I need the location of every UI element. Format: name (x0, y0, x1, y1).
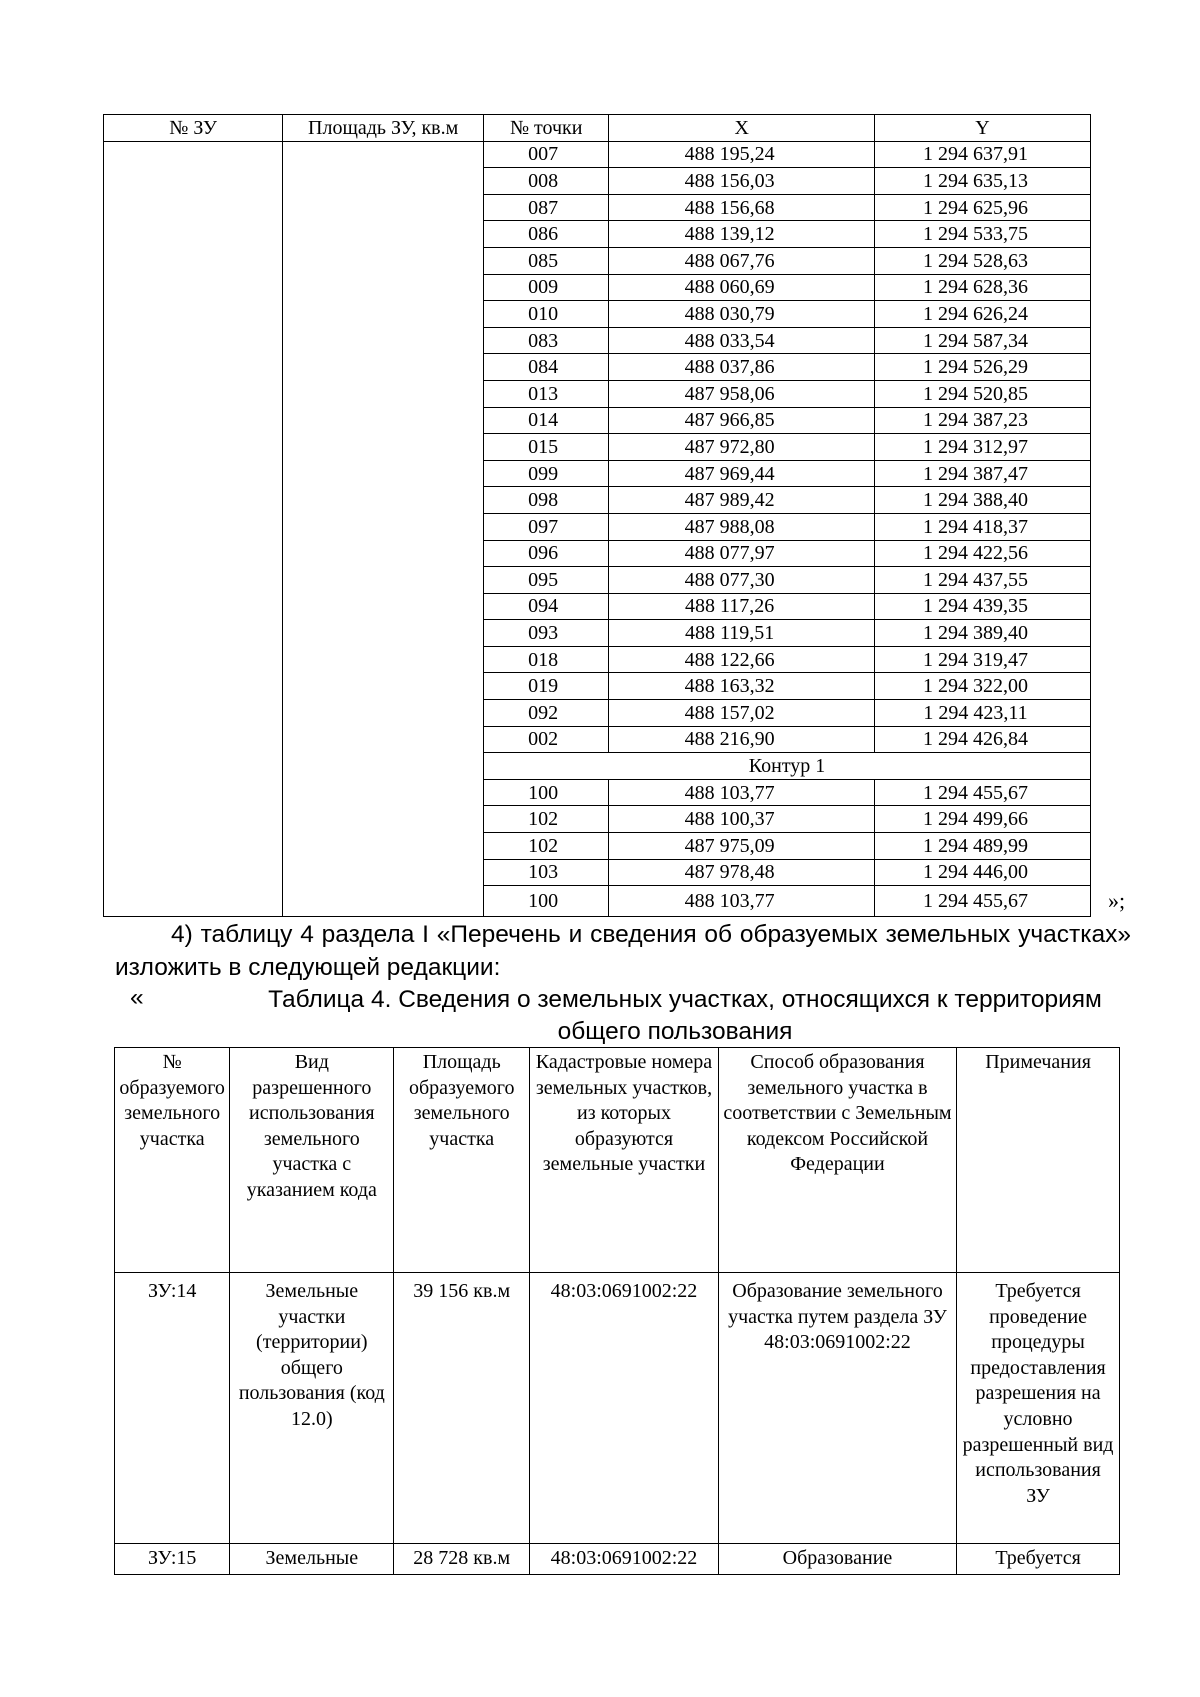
point-number: 002 (484, 726, 609, 753)
coord-x: 487 958,06 (609, 380, 875, 407)
header-cadastral-numbers: Кадастровые номера земельных участков, из которых образуются земельные участки (530, 1048, 719, 1273)
coord-x: 488 195,24 (609, 141, 875, 168)
header-zu-area: Площадь ЗУ, кв.м (283, 115, 484, 142)
point-number: 014 (484, 407, 609, 434)
point-number: 095 (484, 567, 609, 594)
plot-id: ЗУ:14 (115, 1273, 230, 1544)
table-row (104, 141, 1091, 168)
coord-y: 1 294 426,84 (874, 726, 1090, 753)
coord-x: 488 122,66 (609, 646, 875, 673)
point-number: 087 (484, 194, 609, 221)
plot-method: Образование земельного участка путем раздела ЗУ 48:03:0691002:22 (718, 1273, 956, 1544)
table4-title: Таблица 4. Сведения о земельных участках, относящихся к территориям общего пользования (268, 986, 1102, 1045)
coord-x: 488 117,26 (609, 593, 875, 620)
point-number: 098 (484, 487, 609, 514)
coord-y: 1 294 635,13 (874, 168, 1090, 195)
zu-area-cell (283, 141, 484, 917)
point-number: 018 (484, 646, 609, 673)
coord-y: 1 294 446,00 (874, 859, 1090, 886)
plot-note: Требуется проведение процедуры предоставления разрешения на условно разрешенный вид использования ЗУ (957, 1273, 1120, 1544)
point-number: 100 (484, 779, 609, 806)
coord-y: 1 294 388,40 (874, 487, 1090, 514)
plot-area: 39 156 кв.м (394, 1273, 530, 1544)
point-number: 015 (484, 434, 609, 461)
amendment-paragraph: 4) таблицу 4 раздела I «Перечень и сведения об образуемых земельных участках» изложить в следующей редакции: (115, 921, 1131, 981)
point-number: 103 (484, 859, 609, 886)
coord-y: 1 294 489,99 (874, 833, 1090, 860)
coord-x: 488 033,54 (609, 327, 875, 354)
coord-x: 488 100,37 (609, 806, 875, 833)
coord-x: 487 969,44 (609, 460, 875, 487)
header-plot-area: Площадь образуемого земельного участка (394, 1048, 530, 1273)
table-row (115, 1544, 1120, 1575)
coord-y: 1 294 387,23 (874, 407, 1090, 434)
point-number: 102 (484, 806, 609, 833)
coord-y: 1 294 422,56 (874, 540, 1090, 567)
coord-x: 488 119,51 (609, 620, 875, 647)
coord-y: 1 294 439,35 (874, 593, 1090, 620)
coord-x: 488 157,02 (609, 700, 875, 727)
opening-quote-mark: « (130, 984, 144, 1011)
coord-x: 488 060,69 (609, 274, 875, 301)
coord-y: 1 294 625,96 (874, 194, 1090, 221)
coordinates-header-row (104, 115, 1091, 142)
point-number: 085 (484, 247, 609, 274)
zu-number-cell (104, 141, 283, 917)
coord-y: 1 294 526,29 (874, 354, 1090, 381)
coord-x: 488 067,76 (609, 247, 875, 274)
coord-x: 488 163,32 (609, 673, 875, 700)
coord-y: 1 294 423,11 (874, 700, 1090, 727)
land-plots-table (114, 1047, 1120, 1575)
point-number: 010 (484, 301, 609, 328)
point-number: 013 (484, 380, 609, 407)
coord-y: 1 294 387,47 (874, 460, 1090, 487)
point-number: 096 (484, 540, 609, 567)
point-number: 009 (484, 274, 609, 301)
plot-area: 28 728 кв.м (394, 1544, 530, 1575)
coord-y: 1 294 637,91 (874, 141, 1090, 168)
header-plot-number: № образуемого земельного участка (115, 1048, 230, 1273)
header-notes: Примечания (957, 1048, 1120, 1273)
coord-x: 487 975,09 (609, 833, 875, 860)
coord-x: 488 103,77 (609, 779, 875, 806)
contour-label: Контур 1 (484, 753, 1091, 780)
header-permitted-use: Вид разрешенного использования земельного участка с указанием кода (230, 1048, 394, 1273)
coord-y: 1 294 389,40 (874, 620, 1090, 647)
coord-x: 488 077,97 (609, 540, 875, 567)
coord-x: 487 972,80 (609, 434, 875, 461)
header-zu-number: № ЗУ (104, 115, 283, 142)
coord-x: 488 216,90 (609, 726, 875, 753)
plot-cadastral: 48:03:0691002:22 (530, 1544, 719, 1575)
coord-y: 1 294 528,63 (874, 247, 1090, 274)
coord-y: 1 294 312,97 (874, 434, 1090, 461)
plot-note: Требуется (957, 1544, 1120, 1575)
closing-quote-mark: »; (1108, 888, 1126, 913)
plot-cadastral: 48:03:0691002:22 (530, 1273, 719, 1544)
coord-y: 1 294 418,37 (874, 513, 1090, 540)
coord-y: 1 294 587,34 (874, 327, 1090, 354)
point-number: 099 (484, 460, 609, 487)
coord-x: 488 103,77 (609, 886, 875, 917)
coord-y: 1 294 319,47 (874, 646, 1090, 673)
coord-x: 488 156,03 (609, 168, 875, 195)
point-number: 086 (484, 221, 609, 248)
coord-x: 487 989,42 (609, 487, 875, 514)
header-y: Y (874, 115, 1090, 142)
plot-method: Образование (718, 1544, 956, 1575)
table4-header-row (115, 1048, 1120, 1273)
coord-y: 1 294 520,85 (874, 380, 1090, 407)
coord-x: 488 156,68 (609, 194, 875, 221)
coord-y: 1 294 437,55 (874, 567, 1090, 594)
coord-x: 487 988,08 (609, 513, 875, 540)
coord-x: 487 966,85 (609, 407, 875, 434)
coord-y: 1 294 533,75 (874, 221, 1090, 248)
coordinates-table (103, 114, 1091, 917)
coord-y: 1 294 455,67 (874, 779, 1090, 806)
header-point-number: № точки (484, 115, 609, 142)
coord-y: 1 294 626,24 (874, 301, 1090, 328)
plot-id: ЗУ:15 (115, 1544, 230, 1575)
point-number: 092 (484, 700, 609, 727)
point-number: 007 (484, 141, 609, 168)
table-row (115, 1273, 1120, 1544)
point-number: 008 (484, 168, 609, 195)
point-number: 102 (484, 833, 609, 860)
coord-y: 1 294 499,66 (874, 806, 1090, 833)
plot-use: Земельные участки (территории) общего пользования (код 12.0) (230, 1273, 394, 1544)
coord-x: 488 077,30 (609, 567, 875, 594)
coord-x: 488 037,86 (609, 354, 875, 381)
plot-use: Земельные (230, 1544, 394, 1575)
coord-y: 1 294 322,00 (874, 673, 1090, 700)
header-formation-method: Способ образования земельного участка в соответствии с Земельным кодексом Российской Федерации (718, 1048, 956, 1273)
coord-x: 488 030,79 (609, 301, 875, 328)
coord-x: 488 139,12 (609, 221, 875, 248)
coordinates-body (104, 141, 1091, 917)
header-x: X (609, 115, 875, 142)
point-number: 100 (484, 886, 609, 917)
point-number: 083 (484, 327, 609, 354)
coord-y: 1 294 455,67 (874, 886, 1090, 917)
point-number: 094 (484, 593, 609, 620)
coord-x: 487 978,48 (609, 859, 875, 886)
point-number: 093 (484, 620, 609, 647)
coord-y: 1 294 628,36 (874, 274, 1090, 301)
point-number: 084 (484, 354, 609, 381)
point-number: 019 (484, 673, 609, 700)
point-number: 097 (484, 513, 609, 540)
